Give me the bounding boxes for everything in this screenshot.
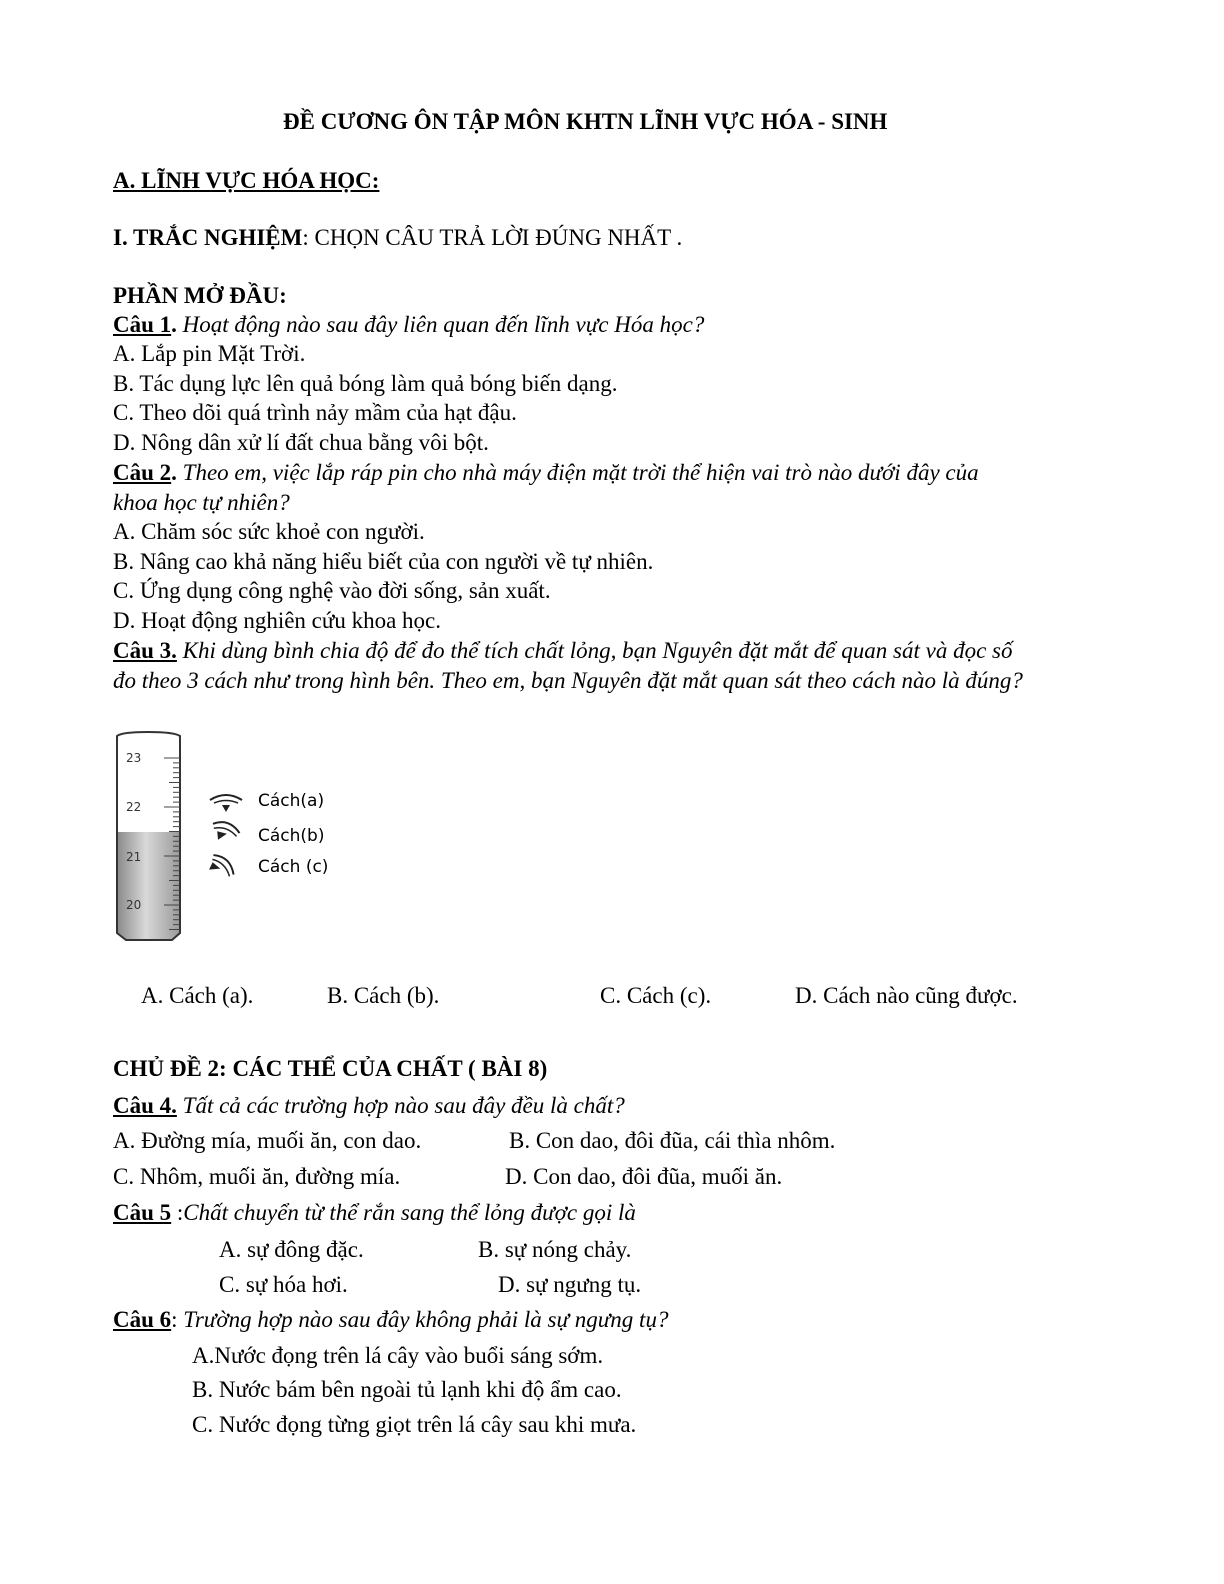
intro-heading: PHẦN MỞ ĐẦU: bbox=[113, 283, 287, 308]
question-1-sep: . bbox=[171, 312, 183, 337]
question-3-text-1: Khi dùng bình chia độ để đo thể tích chất lỏng, bạn Nguyên đặt mắt để quan sát và đọc số bbox=[176, 638, 1013, 663]
q3-option-c: C. Cách (c). bbox=[600, 983, 712, 1008]
liquid-fill bbox=[118, 832, 180, 940]
q2-option-a: A. Chăm sóc sức khoẻ con người. bbox=[113, 519, 425, 544]
question-4-label: Câu 4. bbox=[113, 1093, 177, 1118]
question-6-text: Trường hợp nào sau đây không phải là sự ngưng tụ? bbox=[183, 1307, 669, 1332]
q5-option-d: D. sự ngưng tụ. bbox=[498, 1272, 642, 1297]
q1-option-a: A. Lắp pin Mặt Trời. bbox=[113, 341, 306, 366]
tick-label-21: 21 bbox=[126, 850, 142, 864]
q1-option-b: B. Tác dụng lực lên quả bóng làm quả bóng biến dạng. bbox=[113, 371, 618, 396]
question-1-text: Hoạt động nào sau đây liên quan đến lĩnh vực Hóa học? bbox=[182, 312, 705, 337]
q2-option-d: D. Hoạt động nghiên cứu khoa học. bbox=[113, 608, 442, 633]
question-3 bbox=[113, 637, 1012, 665]
question-2 bbox=[113, 459, 979, 487]
q1-option-d: D. Nông dân xử lí đất chua bằng vôi bột. bbox=[113, 430, 489, 455]
q4-option-b: B. Con dao, đôi đũa, cái thìa nhôm. bbox=[509, 1128, 836, 1153]
q6-option-a: A.Nước đọng trên lá cây vào buổi sáng sớm. bbox=[192, 1343, 604, 1368]
question-6-label: Câu 6 bbox=[113, 1307, 172, 1332]
q5-option-a: A. sự đông đặc. bbox=[219, 1237, 364, 1262]
question-2-text-2: khoa học tự nhiên? bbox=[113, 490, 290, 515]
question-5 bbox=[113, 1199, 636, 1227]
tick-label-20: 20 bbox=[126, 898, 142, 912]
section-a-heading: A. LĨNH VỰC HÓA HỌC: bbox=[113, 168, 380, 193]
question-1 bbox=[113, 311, 704, 339]
q3-option-a: A. Cách (a). bbox=[141, 983, 254, 1008]
eye-level-icon bbox=[210, 795, 242, 812]
eye-low-icon bbox=[204, 852, 237, 884]
question-2-label: Câu 2 bbox=[113, 460, 172, 485]
page-title: ĐỀ CƯƠNG ÔN TẬP MÔN KHTN LĨNH VỰC HÓA - SINH bbox=[283, 109, 888, 134]
q5-option-c: C. sự hóa hơi. bbox=[219, 1272, 348, 1297]
way-b-label: Cách(b) bbox=[258, 826, 325, 846]
way-a-label: Cách(a) bbox=[258, 791, 325, 811]
q4-option-d: D. Con dao, đôi đũa, muối ăn. bbox=[505, 1164, 783, 1189]
q5-option-b: B. sự nóng chảy. bbox=[478, 1237, 632, 1262]
part-i-heading bbox=[113, 224, 682, 252]
question-3-label: Câu 3. bbox=[113, 638, 177, 663]
question-3-text-2: đo theo 3 cách như trong hình bên. Theo em, bạn Nguyên đặt mắt quan sát theo cách nào là đúng? bbox=[113, 668, 1023, 693]
topic-2-heading: CHỦ ĐỀ 2: CÁC THỂ CỦA CHẤT ( BÀI 8) bbox=[113, 1056, 548, 1081]
part-i-bold: I. TRẮC NGHIỆM bbox=[113, 225, 303, 250]
tick-label-22: 22 bbox=[126, 800, 142, 814]
question-5-label: Câu 5 bbox=[113, 1200, 172, 1225]
q2-option-c: C. Ứng dụng công nghệ vào đời sống, sản xuất. bbox=[113, 578, 551, 603]
question-5-text: Chất chuyển từ thể rắn sang thể lỏng được gọi là bbox=[183, 1200, 636, 1225]
question-2-text-1: Theo em, việc lắp ráp pin cho nhà máy điện mặt trời thể hiện vai trò nào dưới đây của bbox=[182, 460, 979, 485]
question-6 bbox=[113, 1306, 668, 1334]
q3-option-b: B. Cách (b). bbox=[327, 983, 440, 1008]
q1-option-c: C. Theo dõi quá trình nảy mầm của hạt đậu. bbox=[113, 400, 517, 425]
q6-option-c: C. Nước đọng từng giọt trên lá cây sau khi mưa. bbox=[192, 1412, 637, 1437]
eye-tilted-icon bbox=[209, 819, 241, 844]
way-c-label: Cách (c) bbox=[258, 857, 329, 877]
question-4-text: Tất cả các trường hợp nào sau đây đều là chất? bbox=[176, 1093, 625, 1118]
q4-option-a: A. Đường mía, muối ăn, con dao. bbox=[113, 1128, 422, 1153]
question-6-sep: : bbox=[171, 1307, 184, 1332]
question-1-label: Câu 1 bbox=[113, 312, 172, 337]
q4-option-c: C. Nhôm, muối ăn, đường mía. bbox=[113, 1164, 401, 1189]
q6-option-b: B. Nước bám bên ngoài tủ lạnh khi độ ẩm cao. bbox=[192, 1377, 622, 1402]
tick-label-23: 23 bbox=[126, 751, 142, 765]
q2-option-b: B. Nâng cao khả năng hiểu biết của con người về tự nhiên. bbox=[113, 549, 654, 574]
question-2-sep: . bbox=[171, 460, 183, 485]
q3-option-d: D. Cách nào cũng được. bbox=[795, 983, 1018, 1008]
question-4 bbox=[113, 1092, 625, 1120]
part-i-rest: : CHỌN CÂU TRẢ LỜI ĐÚNG NHẤT . bbox=[302, 225, 683, 250]
question-5-sep: : bbox=[171, 1200, 184, 1225]
